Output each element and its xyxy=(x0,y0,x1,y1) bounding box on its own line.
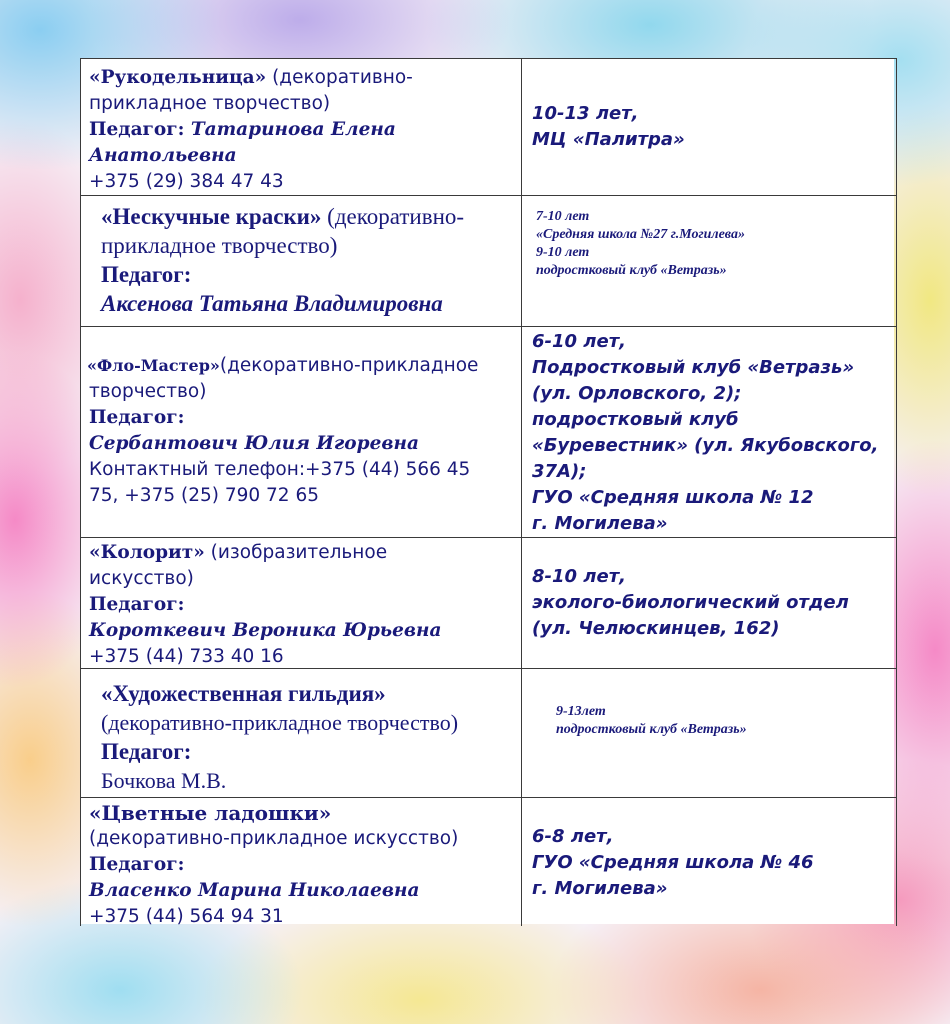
age-range: 9-10 лет xyxy=(536,245,590,260)
location: подростковый клуб «Ветразь» xyxy=(536,263,727,278)
table-row xyxy=(81,327,897,538)
phone-number: +375 (44) 564 94 31 xyxy=(89,906,284,926)
circle-type: (декоративно- xyxy=(321,204,465,229)
location: г. Могилева» xyxy=(532,513,668,534)
teacher-name: Сербантович Юлия Игоревна xyxy=(89,433,419,454)
location: (ул. Орловского, 2); xyxy=(532,383,742,404)
circle-type-cont: искусство) xyxy=(89,568,194,589)
teacher-name: Бочкова М.В. xyxy=(101,768,227,793)
teacher-name: Татаринова Елена xyxy=(190,119,396,140)
teacher-label: Педагог: xyxy=(89,854,185,875)
circle-type: (декоративно- xyxy=(266,67,413,88)
age-location-cell xyxy=(522,669,897,798)
location: ГУО «Средняя школа № 12 xyxy=(532,487,814,508)
circle-name: «Цветные ладошки» xyxy=(89,801,332,825)
location: «Буревестник» (ул. Якубовского, xyxy=(532,435,879,456)
circle-info-cell xyxy=(81,669,522,798)
circle-type-cont: прикладное творчество) xyxy=(101,233,338,258)
age-location-cell xyxy=(522,59,897,196)
teacher-label: Педагог: xyxy=(101,739,192,764)
age-range: 6-10 лет, xyxy=(532,331,626,352)
age-location-cell xyxy=(522,327,897,538)
circle-type: (декоративно-прикладное творчество) xyxy=(101,710,459,735)
location: Подростковый клуб «Ветразь» xyxy=(532,357,855,378)
location: (ул. Челюскинцев, 162) xyxy=(532,618,780,639)
location: эколого-биологический отдел xyxy=(532,592,849,613)
teacher-label: Педагог: xyxy=(89,407,185,428)
circle-info-cell xyxy=(81,59,522,196)
location: подростковый клуб xyxy=(532,409,739,430)
location: МЦ «Палитра» xyxy=(532,129,685,150)
location: подростковый клуб «Ветразь» xyxy=(556,722,747,737)
age-location-cell xyxy=(522,538,897,669)
teacher-label: Педагог: xyxy=(89,119,191,140)
circle-type: (декоративно-прикладное xyxy=(219,355,479,376)
teacher-name-cont: Анатольевна xyxy=(89,145,237,166)
age-range: 9-13лет xyxy=(556,704,606,719)
table-row xyxy=(81,196,897,327)
phone-number: +375 (29) 384 47 43 xyxy=(89,171,284,192)
location: «Средняя школа №27 г.Могилева» xyxy=(536,227,745,242)
age-range: 6-8 лет, xyxy=(532,826,614,847)
table-row xyxy=(81,798,897,927)
circles-table xyxy=(80,58,897,926)
teacher-name: Власенко Марина Николаевна xyxy=(89,880,420,901)
teacher-name: Короткевич Вероника Юрьевна xyxy=(89,620,442,641)
table-row xyxy=(81,669,897,798)
phone-number: Контактный телефон:+375 (44) 566 45 xyxy=(89,459,471,480)
location: 37А); xyxy=(532,461,587,482)
location: г. Могилева» xyxy=(532,878,668,899)
circle-name: «Колорит» xyxy=(89,542,205,563)
age-location-cell xyxy=(522,798,897,927)
circle-type: (изобразительное xyxy=(204,542,388,563)
table-row xyxy=(81,538,897,669)
circle-info-cell xyxy=(81,798,522,927)
circle-info-cell xyxy=(81,327,522,538)
table-row xyxy=(81,59,897,196)
circle-name: «Рукодельница» xyxy=(89,67,267,88)
teacher-label: Педагог: xyxy=(101,262,192,287)
circle-name: «Нескучные краски» xyxy=(101,204,322,229)
location: ГУО «Средняя школа № 46 xyxy=(532,852,814,873)
circle-name: «Художественная гильдия» xyxy=(101,681,386,706)
phone-number-cont: 75, +375 (25) 790 72 65 xyxy=(89,485,320,506)
circle-info-cell xyxy=(81,538,522,669)
age-range: 8-10 лет, xyxy=(532,566,626,587)
circle-info-cell xyxy=(81,196,522,327)
circle-name: «Фло-Мастер» xyxy=(87,356,220,375)
age-range: 7-10 лет xyxy=(536,209,590,224)
circle-type-cont: прикладное творчество) xyxy=(89,93,331,114)
age-range: 10-13 лет, xyxy=(532,103,639,124)
teacher-label: Педагог: xyxy=(89,594,185,615)
phone-number: +375 (44) 733 40 16 xyxy=(89,646,284,667)
age-location-cell xyxy=(522,196,897,327)
circle-type-cont: творчество) xyxy=(89,381,207,402)
circle-type: (декоративно-прикладное искусство) xyxy=(89,828,459,849)
teacher-name: Аксенова Татьяна Владимировна xyxy=(101,291,443,316)
